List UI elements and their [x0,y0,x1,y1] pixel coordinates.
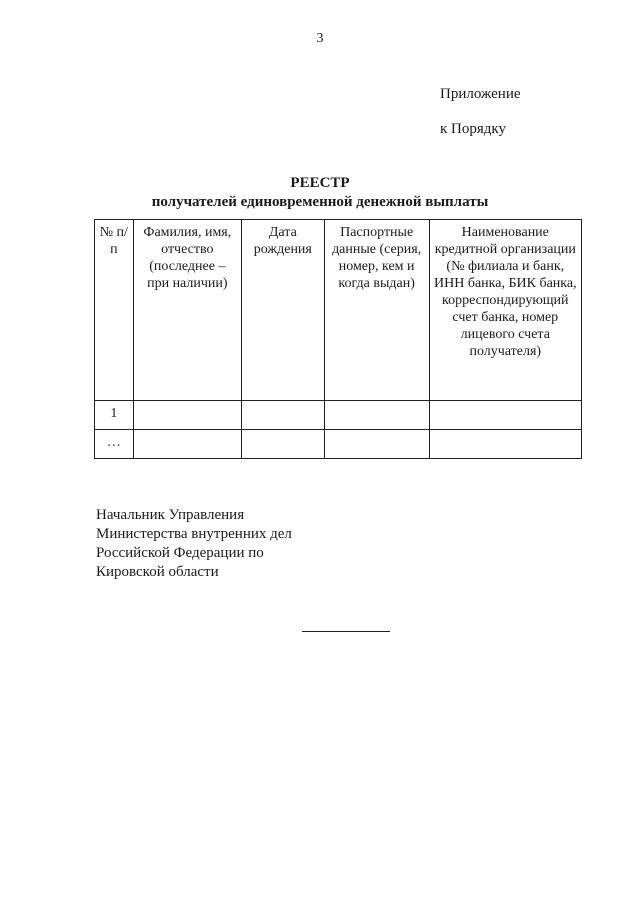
appendix-label: Приложение [440,86,521,102]
header-bank: Наименование кредитной организации (№ филиала и банк, ИНН банка, БИК банка, корреспондирующий счет банка, номер лицевого счета получателя) [429,220,581,401]
table-cell [133,401,241,430]
table-cell [429,430,581,459]
document-subtitle: получателей единовременной денежной выплаты [151,194,489,210]
signature-line: Российской Федерации по [96,545,264,561]
table-cell [324,430,429,459]
table-row [95,401,582,430]
signature-line: Начальник Управления [96,507,245,523]
document-title: РЕЕСТР [290,175,350,191]
header-birth-date: Дата рождения [241,220,324,401]
page-number: 3 [316,31,324,46]
signature-line: Министерства внутренних дел [96,526,292,542]
table-header-row [95,220,582,401]
signature-divider [302,631,390,632]
registry-table [94,219,582,459]
table-cell [241,401,324,430]
signature-line: Кировской области [96,564,219,580]
table-cell: 1 [95,401,134,430]
appendix-reference: к Порядку [440,121,506,137]
table-row [95,430,582,459]
table-cell [429,401,581,430]
table-cell [324,401,429,430]
header-number: № п/п [95,220,134,401]
header-passport: Паспортные данные (серия, номер, кем и когда выдан) [324,220,429,401]
signature-block [96,506,292,582]
table-cell [241,430,324,459]
table-cell [133,430,241,459]
table-cell: … [95,430,134,459]
header-full-name: Фамилия, имя, отчество (последнее – при наличии) [133,220,241,401]
